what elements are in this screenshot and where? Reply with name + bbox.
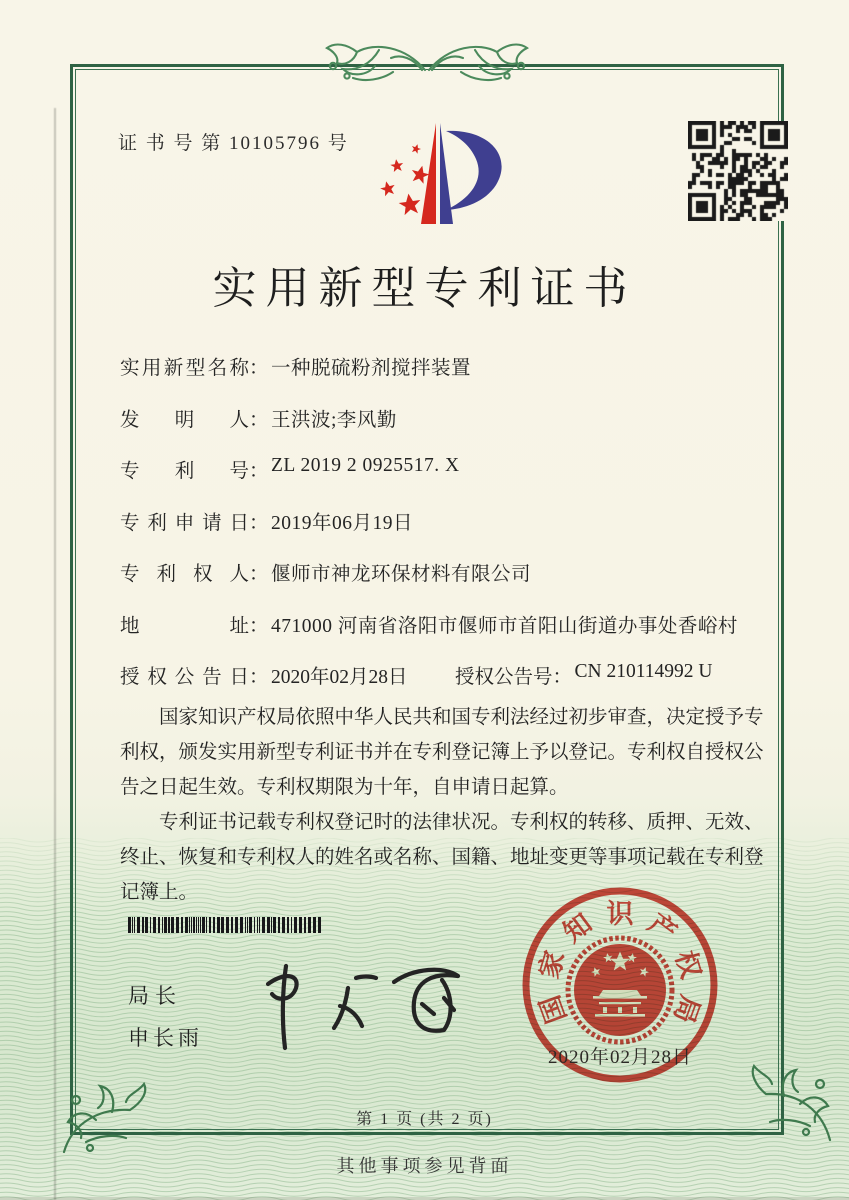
field-value: 2020年02月28日	[271, 667, 408, 688]
field-value: 2019年06月19日	[271, 512, 414, 534]
svg-text:权: 权	[669, 947, 707, 982]
signer-title: 局长	[128, 984, 182, 1008]
field-colon: ：	[249, 409, 269, 431]
field-label: 专利权人	[120, 564, 249, 585]
field-value: CN 210114992 U	[574, 661, 713, 682]
grant-date-pair	[120, 661, 455, 689]
stamp-date: 2020年02月28日	[547, 1047, 692, 1068]
bottom-right-flourish-ornament	[748, 1060, 836, 1148]
field-colon: ：	[249, 358, 269, 379]
field-colon: ：	[552, 667, 573, 688]
field-row-patent-no	[120, 455, 768, 507]
svg-text:国: 国	[534, 991, 573, 1028]
qr-code	[688, 121, 788, 221]
svg-text:知: 知	[557, 907, 598, 949]
field-label: 发明人	[120, 409, 249, 431]
field-colon: ：	[249, 461, 269, 482]
certificate-number: 证 书 号 第 10105796 号	[118, 133, 349, 154]
field-label: 授权公告号	[455, 667, 553, 688]
fields-block	[120, 352, 768, 713]
svg-text:局: 局	[667, 991, 706, 1028]
field-label: 专利号	[120, 461, 249, 482]
field-row-address	[120, 610, 768, 662]
page-indicator: 第 1 页 (共 2 页)	[356, 1111, 493, 1128]
logo-stars	[379, 143, 431, 216]
field-label: 实用新型名称	[120, 358, 249, 379]
barcode	[128, 917, 348, 933]
signature-handwriting	[252, 948, 472, 1058]
legal-paragraph-1: 国家知识产权局依照中华人民共和国专利法经过初步审查，决定授予专利权，颁发实用新型专利证书并在专利登记簿上予以登记。专利权自授权公告之日起生效。专利权期限为十年，自申请日起算。	[120, 707, 764, 798]
field-colon: ：	[249, 512, 269, 534]
field-row-filing-date	[120, 507, 768, 559]
field-value: 一种脱硫粉剂搅拌装置	[271, 358, 472, 379]
field-colon: ：	[249, 615, 269, 637]
field-value: ZL 2019 2 0925517. X	[271, 455, 460, 476]
seal-emblem	[568, 938, 672, 1042]
certificate-title: 实用新型专利证书	[212, 264, 637, 313]
field-colon: ：	[249, 667, 269, 688]
field-row-patentee	[120, 558, 768, 610]
cnipa-logo	[358, 110, 538, 242]
svg-text:家: 家	[533, 947, 571, 982]
top-flourish-ornament	[317, 36, 537, 90]
legal-text	[120, 700, 768, 910]
svg-text:识: 识	[606, 899, 634, 929]
field-value: 王洪波;李风勤	[271, 409, 397, 431]
grant-number-pair	[455, 661, 712, 689]
logo-p-bowl	[446, 131, 502, 210]
field-value: 偃师市神龙环保材料有限公司	[271, 564, 532, 585]
field-label: 地址	[120, 615, 249, 637]
field-label: 授权公告日	[120, 667, 249, 688]
field-row-inventors	[120, 404, 768, 456]
field-label: 专利申请日	[120, 512, 249, 534]
field-row-name	[120, 352, 768, 404]
back-side-note: 其他事项参见背面	[336, 1156, 513, 1176]
legal-paragraph-2: 专利证书记载专利权登记时的法律状况。专利权的转移、质押、无效、终止、恢复和专利权人的姓名或名称、国籍、地址变更等事项记载在专利登记簿上。	[120, 812, 764, 903]
field-colon: ：	[249, 564, 269, 585]
field-value: 471000 河南省洛阳市偃师市首阳山街道办事处香峪村	[271, 615, 738, 637]
signer-name: 申长雨	[128, 1026, 203, 1050]
signer-block	[128, 980, 203, 1052]
svg-text:产: 产	[642, 907, 683, 949]
